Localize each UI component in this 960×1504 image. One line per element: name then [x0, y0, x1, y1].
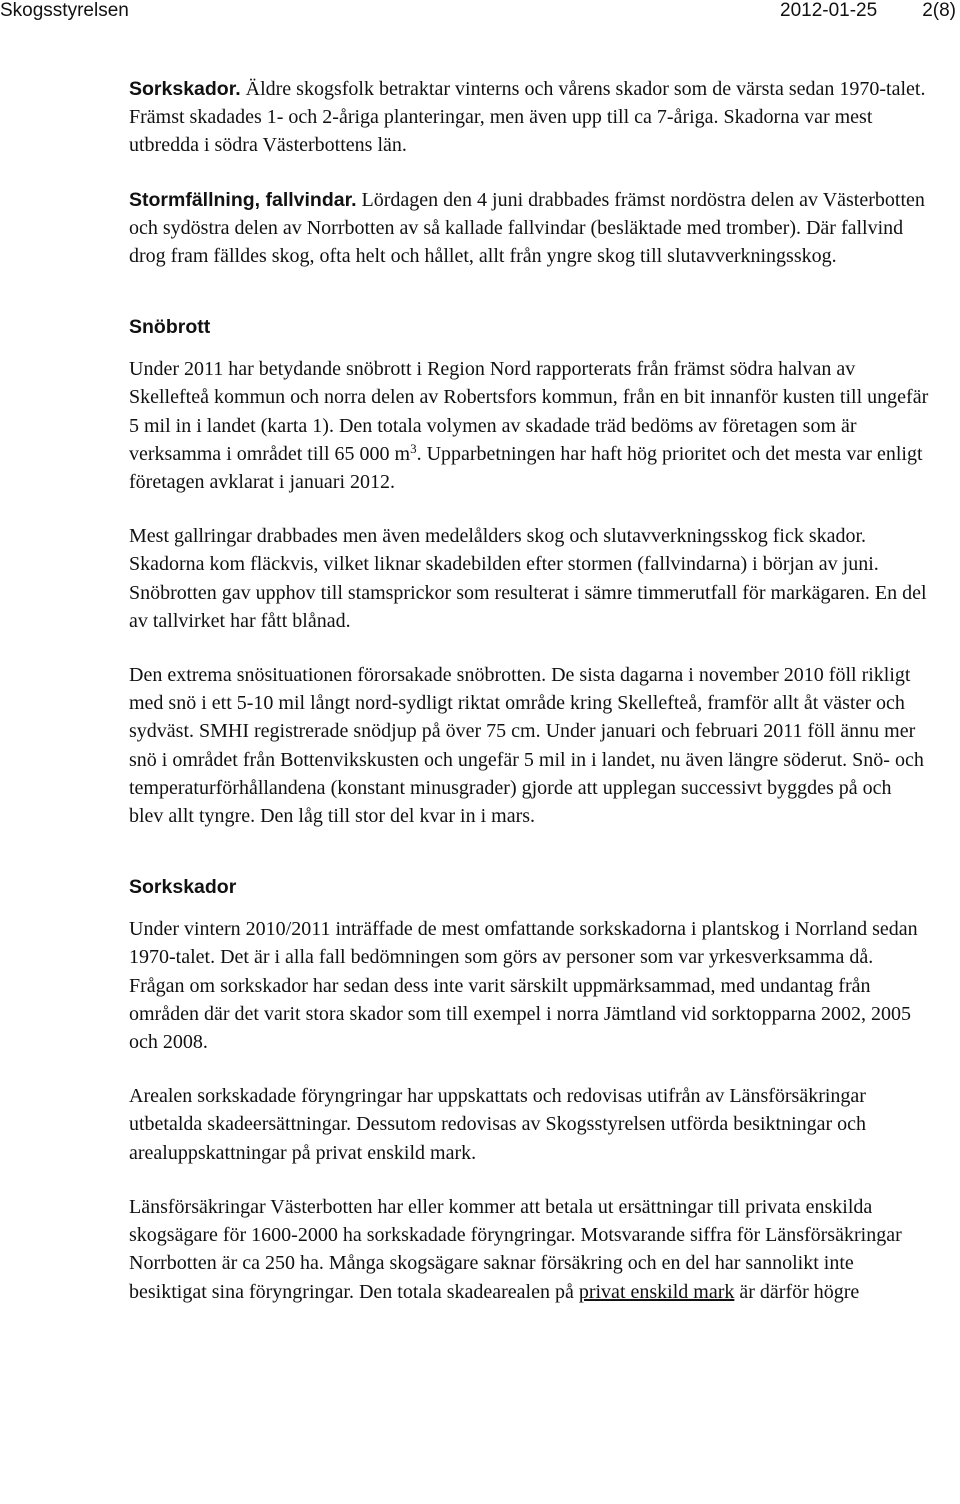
- document-body: [129, 75, 929, 1306]
- header-organization: Skogsstyrelsen: [0, 0, 129, 21]
- sorkskador-heading: Sorkskador: [129, 876, 237, 899]
- sorkskador-intro-text: Äldre skogsfolk betraktar vinterns och vårens skador som de värsta sedan 1970-talet. Främst skadades 1- och 2-åriga planteringar, men även upp till ca 7-åriga. Skadorna var mest utbredda i södra Västerbottens län.: [129, 78, 926, 157]
- header-page-number: 2(8): [922, 0, 956, 21]
- superscript-3: 3: [410, 440, 417, 456]
- sorkskador-paragraph-2: Arealen sorkskadade föryngringar har uppskattats och redovisas utifrån av Länsförsäkringar utbetalda skadeersättningar. Dessutom redovisas av Skogsstyrelsen utförda besiktningar och arealuppskattningar på privat enskild mark.: [129, 1085, 867, 1164]
- snobrott-paragraph-2: Mest gallringar drabbades men även medelålders skog och slutavverkningsskog fick skador. Skadorna kom fläckvis, vilket liknar skadebilden efter stormen (fallvindarna) i början av juni. Snöbrotten gav upphov till stamsprickor som resulterat i sämre timmerutfall för markägaren. En del av tallvirket har fått blånad.: [129, 525, 927, 632]
- stormfallning-paragraph: [129, 186, 929, 271]
- sorkskador-intro-paragraph: [129, 75, 929, 160]
- snobrott-paragraph-3: Den extrema snösituationen förorsakade snöbrotten. De sista dagarna i november 2010 föll rikligt med snö i ett 5-10 mil långt nord-sydligt riktat område kring Skellefteå, framför allt åt väster och sydväst. SMHI registrerade snödjup på över 75 cm. Under januari och februari 2011 föll ännu mer snö i området från Bottenvikskusten och ungefär 5 mil in i landet, nu även längre söderut. Snö- och temperaturförhållandena (konstant minusgrader) gjorde att upplegan successivt byggdes på och blev allt tyngre. Den låg till stor del kvar in i mars.: [129, 664, 924, 828]
- sorkskador-paragraph-1: Under vintern 2010/2011 inträffade de mest omfattande sorkskadorna i plantskog i Norrland sedan 1970-talet. Det är i alla fall bedömningen som görs av personer som var yrkesverksamma då. Frågan om sorkskador har sedan dess inte varit särskilt uppmärksammad, med undantag från områden där det varit stora skador som till exempel i norra Jämtland vid sorktopparna 2002, 2005 och 2008.: [129, 918, 918, 1054]
- page-header: [0, 0, 960, 24]
- snobrott-heading: Snöbrott: [129, 316, 211, 339]
- privat-enskild-mark-link[interactable]: privat enskild mark: [578, 1280, 735, 1303]
- snobrott-p1-text-cont: . Upparbetningen har haft hög prioritet och det mesta var enligt företagen avklarat i januari 2012.: [129, 442, 923, 494]
- sorkskador-paragraph-3: [129, 1193, 929, 1306]
- snobrott-paragraph-1: [129, 355, 929, 496]
- sorkskador-intro-lead: Sorkskador.: [129, 78, 241, 100]
- snobrott-p1-text: Under 2011 har betydande snöbrott i Region Nord rapporterats från främst södra halvan av Skellefteå kommun och norra delen av Robertsfors kommun, från en bit innanför kusten till ungefär 5 mil in i landet (karta 1). Den totala volymen av skadade träd bedöms av företagen som är verksamma i området till 65 000 m: [129, 358, 929, 465]
- header-date: 2012-01-25: [780, 0, 878, 21]
- sorkskador-p3-text: Länsförsäkringar Västerbotten har eller kommer att betala ut ersättningar till privata enskilda skogsägare för 1600-2000 ha sorkskadade föryngringar. Motsvarande siffra för Länsförsäkringar Norrbotten är ca 250 ha. Många skogsägare saknar försäkring och en del har sannolikt inte besiktigat sina föryngringar. Den totala skadearealen på: [129, 1195, 902, 1303]
- stormfallning-lead: Stormfällning, fallvindar.: [129, 188, 357, 211]
- stormfallning-text: Lördagen den 4 juni drabbades främst nordöstra delen av Västerbotten och sydöstra delen av Norrbotten av så kallade fallvindar (besläktade med tromber). Där fallvind drog fram fälldes skog, ofta helt och hållet, allt från yngre skog till slutavverkningsskog.: [129, 188, 925, 268]
- sorkskador-p3-text-cont: är därför högre: [734, 1280, 860, 1303]
